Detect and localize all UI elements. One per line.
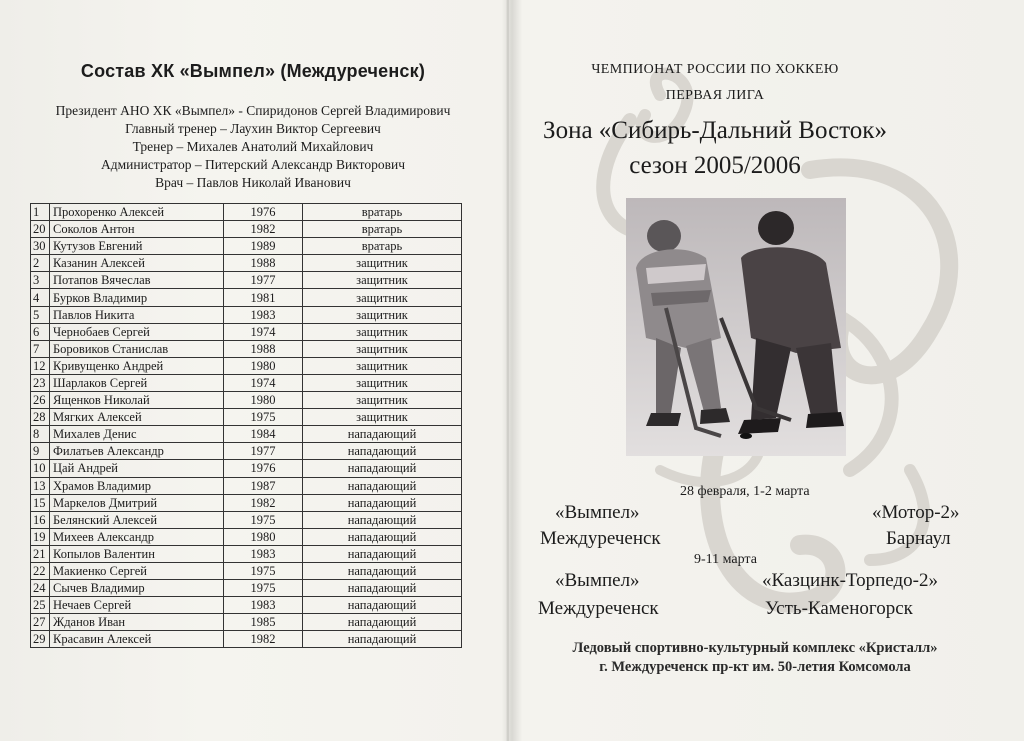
player-birth-year: 1982 bbox=[224, 494, 303, 511]
match1-away-city: Барнаул bbox=[886, 528, 951, 549]
player-position: нападающий bbox=[303, 580, 462, 597]
player-birth-year: 1975 bbox=[224, 511, 303, 528]
player-position: нападающий bbox=[303, 614, 462, 631]
player-position: защитник bbox=[303, 409, 462, 426]
player-name: Кривущенко Андрей bbox=[50, 357, 224, 374]
player-position: нападающий bbox=[303, 460, 462, 477]
staff-coach: Тренер – Михалев Анатолий Михайлович bbox=[132, 139, 374, 154]
player-position: защитник bbox=[303, 392, 462, 409]
player-name: Шарлаков Сергей bbox=[50, 374, 224, 391]
player-birth-year: 1980 bbox=[224, 357, 303, 374]
player-number: 7 bbox=[31, 340, 50, 357]
player-number: 23 bbox=[31, 374, 50, 391]
staff-president: Президент АНО ХК «Вымпел» - Спиридонов Сергей Владимирович bbox=[55, 103, 451, 118]
roster-row bbox=[31, 357, 462, 374]
roster-row bbox=[31, 238, 462, 255]
player-name: Потапов Вячеслав bbox=[50, 272, 224, 289]
player-birth-year: 1981 bbox=[224, 289, 303, 306]
player-name: Прохоренко Алексей bbox=[50, 204, 224, 221]
player-birth-year: 1983 bbox=[224, 306, 303, 323]
player-position: защитник bbox=[303, 272, 462, 289]
player-birth-year: 1977 bbox=[224, 272, 303, 289]
player-birth-year: 1988 bbox=[224, 255, 303, 272]
player-birth-year: 1983 bbox=[224, 597, 303, 614]
player-name: Кутузов Евгений bbox=[50, 238, 224, 255]
roster-row bbox=[31, 392, 462, 409]
player-name: Белянский Алексей bbox=[50, 511, 224, 528]
staff-doctor: Врач – Павлов Николай Иванович bbox=[155, 175, 351, 190]
player-position: вратарь bbox=[303, 221, 462, 238]
player-number: 12 bbox=[31, 357, 50, 374]
match1-home-team: «Вымпел» bbox=[555, 502, 640, 523]
player-position: нападающий bbox=[303, 631, 462, 648]
roster-row bbox=[31, 614, 462, 631]
player-number: 25 bbox=[31, 597, 50, 614]
match1-home-city: Междуреченск bbox=[540, 528, 661, 549]
hockey-players-image bbox=[626, 198, 846, 456]
player-name: Маркелов Дмитрий bbox=[50, 494, 224, 511]
player-number: 9 bbox=[31, 443, 50, 460]
roster-row bbox=[31, 443, 462, 460]
player-name: Жданов Иван bbox=[50, 614, 224, 631]
roster-row bbox=[31, 221, 462, 238]
player-name: Павлов Никита bbox=[50, 306, 224, 323]
match1-dates: 28 февраля, 1-2 марта bbox=[680, 484, 810, 499]
player-birth-year: 1974 bbox=[224, 374, 303, 391]
roster-row bbox=[31, 562, 462, 579]
player-name: Филатьев Александр bbox=[50, 443, 224, 460]
roster-row bbox=[31, 460, 462, 477]
player-name: Михеев Александр bbox=[50, 528, 224, 545]
player-position: вратарь bbox=[303, 204, 462, 221]
player-name: Соколов Антон bbox=[50, 221, 224, 238]
player-position: нападающий bbox=[303, 545, 462, 562]
player-number: 29 bbox=[31, 631, 50, 648]
player-name: Михалев Денис bbox=[50, 426, 224, 443]
player-number: 3 bbox=[31, 272, 50, 289]
staff-head-coach: Главный тренер – Лаухин Виктор Сергеевич bbox=[125, 121, 381, 136]
staff-administrator: Администратор – Питерский Александр Викторович bbox=[100, 157, 406, 172]
roster-row bbox=[31, 631, 462, 648]
player-name: Макиенко Сергей bbox=[50, 562, 224, 579]
venue-address: г. Междуреченск пр-кт им. 50-летия Комсомола bbox=[599, 659, 911, 675]
player-number: 22 bbox=[31, 562, 50, 579]
player-birth-year: 1982 bbox=[224, 631, 303, 648]
player-name: Боровиков Станислав bbox=[50, 340, 224, 357]
player-number: 13 bbox=[31, 477, 50, 494]
player-birth-year: 1987 bbox=[224, 477, 303, 494]
player-birth-year: 1977 bbox=[224, 443, 303, 460]
player-birth-year: 1975 bbox=[224, 409, 303, 426]
player-name: Цай Андрей bbox=[50, 460, 224, 477]
player-number: 10 bbox=[31, 460, 50, 477]
roster-table bbox=[30, 203, 462, 648]
roster-row bbox=[31, 340, 462, 357]
match2-away-team: «Казцинк-Торпедо-2» bbox=[762, 570, 938, 591]
player-number: 21 bbox=[31, 545, 50, 562]
roster-row bbox=[31, 545, 462, 562]
player-position: нападающий bbox=[303, 477, 462, 494]
player-name: Нечаев Сергей bbox=[50, 597, 224, 614]
player-birth-year: 1974 bbox=[224, 323, 303, 340]
player-birth-year: 1988 bbox=[224, 340, 303, 357]
player-number: 20 bbox=[31, 221, 50, 238]
player-birth-year: 1984 bbox=[224, 426, 303, 443]
zone-title: Зона «Сибирь-Дальний Восток» bbox=[543, 117, 887, 144]
player-position: защитник bbox=[303, 357, 462, 374]
championship-title: ЧЕМПИОНАТ РОССИИ ПО ХОККЕЮ bbox=[591, 62, 839, 77]
roster-row bbox=[31, 272, 462, 289]
match2-away-city: Усть-Каменогорск bbox=[765, 598, 913, 619]
player-birth-year: 1983 bbox=[224, 545, 303, 562]
player-number: 1 bbox=[31, 204, 50, 221]
roster-row bbox=[31, 323, 462, 340]
match1-away-team: «Мотор-2» bbox=[872, 502, 960, 523]
player-position: нападающий bbox=[303, 426, 462, 443]
player-birth-year: 1976 bbox=[224, 460, 303, 477]
match2-dates: 9-11 марта bbox=[694, 552, 757, 567]
roster-row bbox=[31, 374, 462, 391]
roster-row bbox=[31, 289, 462, 306]
roster-row bbox=[31, 409, 462, 426]
player-number: 16 bbox=[31, 511, 50, 528]
roster-row bbox=[31, 306, 462, 323]
player-name: Красавин Алексей bbox=[50, 631, 224, 648]
player-position: вратарь bbox=[303, 238, 462, 255]
roster-row bbox=[31, 477, 462, 494]
player-birth-year: 1985 bbox=[224, 614, 303, 631]
roster-row bbox=[31, 528, 462, 545]
player-number: 28 bbox=[31, 409, 50, 426]
player-number: 24 bbox=[31, 580, 50, 597]
player-position: защитник bbox=[303, 323, 462, 340]
player-name: Казанин Алексей bbox=[50, 255, 224, 272]
right-page bbox=[510, 0, 1024, 741]
player-number: 15 bbox=[31, 494, 50, 511]
match2-home-team: «Вымпел» bbox=[555, 570, 640, 591]
player-position: нападающий bbox=[303, 443, 462, 460]
roster-row bbox=[31, 597, 462, 614]
player-name: Храмов Владимир bbox=[50, 477, 224, 494]
player-position: нападающий bbox=[303, 494, 462, 511]
player-position: защитник bbox=[303, 306, 462, 323]
player-birth-year: 1976 bbox=[224, 204, 303, 221]
player-number: 19 bbox=[31, 528, 50, 545]
roster-title: Состав ХК «Вымпел» (Междуреченск) bbox=[80, 61, 426, 81]
player-position: защитник bbox=[303, 340, 462, 357]
player-number: 6 bbox=[31, 323, 50, 340]
player-number: 8 bbox=[31, 426, 50, 443]
player-position: нападающий bbox=[303, 597, 462, 614]
player-number: 5 bbox=[31, 306, 50, 323]
player-name: Сычев Владимир bbox=[50, 580, 224, 597]
roster-row bbox=[31, 580, 462, 597]
venue-name: Ледовый спортивно-культурный комплекс «Кристалл» bbox=[572, 640, 938, 656]
player-name: Ященков Николай bbox=[50, 392, 224, 409]
player-position: нападающий bbox=[303, 562, 462, 579]
player-number: 2 bbox=[31, 255, 50, 272]
player-position: защитник bbox=[303, 289, 462, 306]
league-title: ПЕРВАЯ ЛИГА bbox=[665, 88, 765, 103]
player-position: нападающий bbox=[303, 511, 462, 528]
roster-row bbox=[31, 255, 462, 272]
player-number: 27 bbox=[31, 614, 50, 631]
hockey-photo bbox=[626, 198, 846, 456]
player-name: Мягких Алексей bbox=[50, 409, 224, 426]
player-name: Чернобаев Сергей bbox=[50, 323, 224, 340]
match2-home-city: Междуреченск bbox=[538, 598, 659, 619]
player-number: 30 bbox=[31, 238, 50, 255]
player-position: защитник bbox=[303, 255, 462, 272]
roster-row bbox=[31, 204, 462, 221]
player-number: 26 bbox=[31, 392, 50, 409]
roster-row bbox=[31, 426, 462, 443]
left-page bbox=[0, 0, 506, 741]
staff-list bbox=[0, 102, 506, 192]
player-number: 4 bbox=[31, 289, 50, 306]
player-name: Копылов Валентин bbox=[50, 545, 224, 562]
roster-row bbox=[31, 511, 462, 528]
player-position: защитник bbox=[303, 374, 462, 391]
player-position: нападающий bbox=[303, 528, 462, 545]
player-birth-year: 1989 bbox=[224, 238, 303, 255]
player-birth-year: 1975 bbox=[224, 580, 303, 597]
player-name: Бурков Владимир bbox=[50, 289, 224, 306]
season-title: сезон 2005/2006 bbox=[629, 152, 801, 179]
player-birth-year: 1982 bbox=[224, 221, 303, 238]
player-birth-year: 1980 bbox=[224, 528, 303, 545]
roster-row bbox=[31, 494, 462, 511]
player-birth-year: 1980 bbox=[224, 392, 303, 409]
player-birth-year: 1975 bbox=[224, 562, 303, 579]
